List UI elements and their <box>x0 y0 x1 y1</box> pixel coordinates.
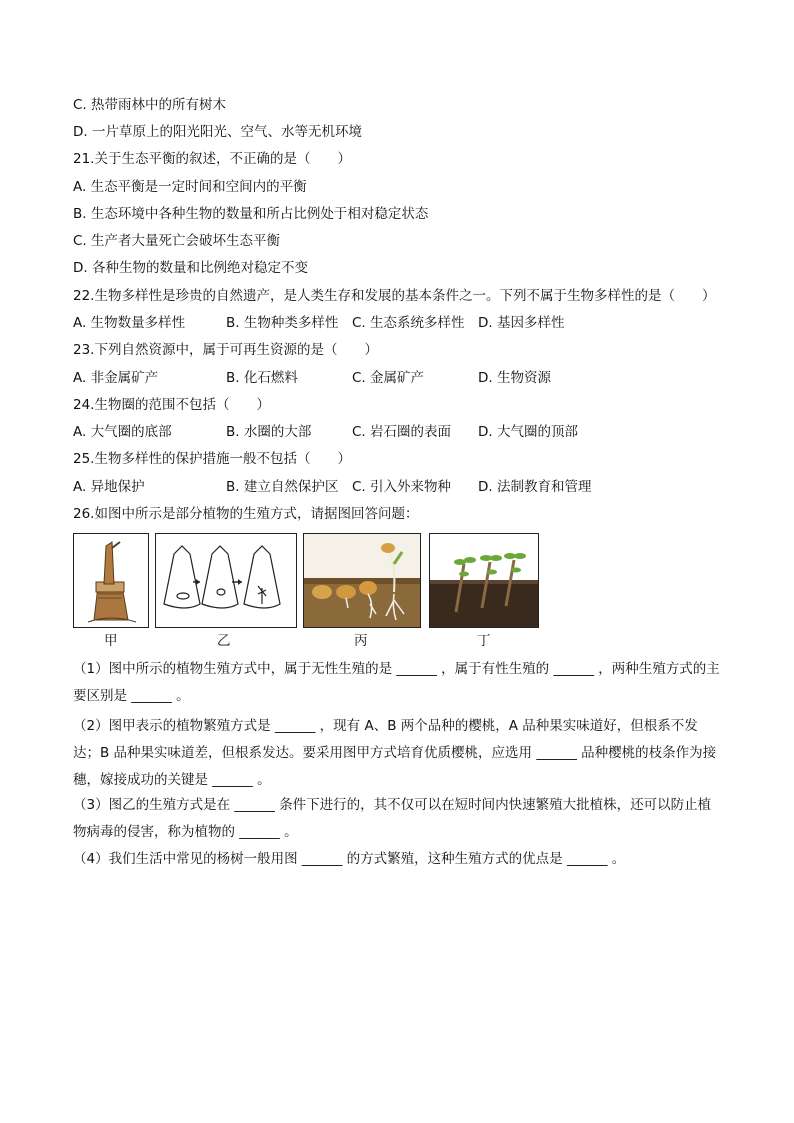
q26-sub-4: （4）我们生活中常见的杨树一般用图 ______ 的方式繁殖，这种生殖方式的优点是 ______ 。 <box>73 851 626 867</box>
q23-option-b: B. 化石燃料 <box>226 370 298 386</box>
caption-ding: 丁 <box>477 633 491 649</box>
figure-ding-cuttings <box>429 533 539 628</box>
q21-option-c: C. 生产者大量死亡会破坏生态平衡 <box>73 233 281 249</box>
q26-stem: 26.如图中所示是部分植物的生殖方式，请据图回答问题： <box>73 506 419 522</box>
caption-yi: 乙 <box>217 633 231 649</box>
q24-option-d: D. 大气圈的顶部 <box>478 424 578 440</box>
q25-option-d: D. 法制教育和管理 <box>478 479 592 495</box>
q24-option-b: B. 水圈的大部 <box>226 424 312 440</box>
figure-bing-seed-germination <box>303 533 421 628</box>
caption-jia: 甲 <box>104 633 118 649</box>
caption-bing: 丙 <box>354 633 368 649</box>
q21-option-d: D. 各种生物的数量和比例绝对稳定不变 <box>73 260 308 276</box>
q25-option-b: B. 建立自然保护区 <box>226 479 339 495</box>
q23-option-d: D. 生物资源 <box>478 370 551 386</box>
tissue-culture-flasks <box>156 534 296 627</box>
q22-option-a: A. 生物数量多样性 <box>73 315 186 331</box>
figure-jia-grafting <box>73 533 149 628</box>
q24-stem: 24.生物圈的范围不包括（ ） <box>73 397 270 413</box>
q22-stem: 22.生物多样性是珍贵的自然遗产，是人类生存和发展的基本条件之一。下列不属于生物多样性的是（ ） <box>73 288 716 304</box>
grafting-illustration <box>74 534 148 627</box>
q20-option-d: D. 一片草原上的阳光阳光、空气、水等无机环境 <box>73 124 362 140</box>
q24-option-a: A. 大气圈的底部 <box>73 424 172 440</box>
q22-option-d: D. 基因多样性 <box>478 315 565 331</box>
q20-option-c: C. 热带雨林中的所有树木 <box>73 97 227 113</box>
q23-option-a: A. 非金属矿产 <box>73 370 159 386</box>
q23-option-c: C. 金属矿产 <box>352 370 425 386</box>
figure-yi-tissue-culture <box>155 533 297 628</box>
seed-germination-photo <box>304 534 420 627</box>
q26-sub-1: （1）图中所示的植物生殖方式中，属于无性生殖的是 ______ ，属于有性生殖的 ______ ，两种生殖方式的主要区别是 ______ 。 <box>73 661 720 704</box>
q21-stem: 21.关于生态平衡的叙述，不正确的是（ ） <box>73 151 351 167</box>
q26-sub-2: （2）图甲表示的植物繁殖方式是 ______ ，现有 A、B 两个品种的樱桃，A 品种果实味道好，但根系不发达；B 品种果实味道差，但根系发达。要采用图甲方式培育优质樱桃，应选用 ______ 品种樱桃的枝条作为接穗，嫁接成功的关键是 ______ 。 <box>73 718 717 788</box>
q21-option-b: B. 生态环境中各种生物的数量和所占比例处于相对稳定状态 <box>73 206 429 222</box>
q24-option-c: C. 岩石圈的表面 <box>352 424 452 440</box>
q25-stem: 25.生物多样性的保护措施一般不包括（ ） <box>73 451 351 467</box>
q22-option-c: C. 生态系统多样性 <box>352 315 465 331</box>
cuttings-photo <box>430 534 538 627</box>
q25-option-c: C. 引入外来物种 <box>352 479 452 495</box>
q26-sub-3: （3）图乙的生殖方式是在 ______ 条件下进行的，其不仅可以在短时间内快速繁殖大批植株，还可以防止植物病毒的侵害，称为植物的 ______ 。 <box>73 797 712 840</box>
q21-option-a: A. 生态平衡是一定时间和空间内的平衡 <box>73 179 307 195</box>
q25-option-a: A. 异地保护 <box>73 479 145 495</box>
q22-option-b: B. 生物种类多样性 <box>226 315 339 331</box>
q23-stem: 23.下列自然资源中，属于可再生资源的是（ ） <box>73 342 378 358</box>
